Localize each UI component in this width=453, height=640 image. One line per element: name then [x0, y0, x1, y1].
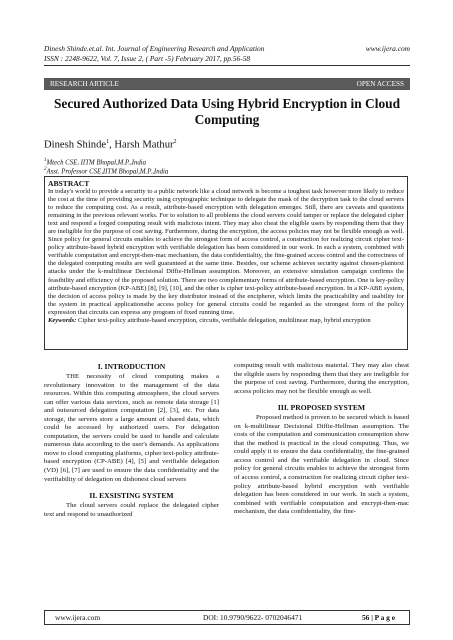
abstract-text: In today's world to provide a security to a public network like a cloud network is become a toughest task however more likely to reduce the cost at the time of providing security using cryptographic technique to delegate the mask of the decryption task to the cloud servers to reduce the computing cost. As a result, attribute-based encryption with delegation emerges. Still, there are caveats and questions remaining in the previous relevant works. For to solution to all problems the cloud servers could tamper or replace the delegated cipher text and respond a forged computing result with malicious intent. They may also cheat the eligible users by responding them that they are ineligible for the purpose of cost saving. Furthermore, during the encryption, the access policies may not be flexible enough as well. Since policy for general circuits enables to achieve the strongest form of access control, a construction for realizing circuit cipher text-policy attribute-based hybrid encryption with verifiable delegation has been considered in our work. In such a system, combined with verifiable computation and encrypt-then-mac mechanism, the data confidentiality, the fine-grained access control and the correctness of the delegated computing results are well guaranteed at the same time. Besides, our scheme achieves security against chosen-plaintext attacks under the k-multilinear Decisional Diffie-Hellman assumption. Moreover, an extensive simulation campaign confirms the feasibility and efficiency of the proposed solution. There are two complementary forms of attribute-based encryption. One is key-policy attribute-based encryption (KP-ABE) [8], [9], [10], and the other is cipher text-policy attribute-based encryption. In a KP-ABE system, the decision of access policy is made by the key distributor instead of the encipherer, which limits the practicability and usability for the system in practical applicationsthe access policy for general circuits could be regarded as the strongest form of the policy expression that circuits can express any program of fixed running time. [48, 188, 404, 316]
affiliation [44, 165, 168, 176]
article-type-band [44, 78, 410, 90]
keywords-label: Keywords: [48, 316, 77, 324]
introduction-text: THE necessity of cloud computing makes a revolutionary innovation to the management of the data resources. Within this computing atmosphere, the cloud servers can offer various data services, such as remote data storage [1] and outsourced delegation computation [2], [3], etc. For data storage, the servers store a large amount of shared data, which could be accessed by authorized users. For delegation computation, the servers could be used to handle and calculate numerous data according to the user's demands. As applications move to cloud computing platforms, cipher text-policy attribute-based encryption (CP-ABE) [4], [5] and verifiable delegation (VD) [6], [7] are used to ensure the data confidentiality and the verifiability of delegation on dishonest cloud servers [44, 373, 219, 483]
section-heading-introduction: I. INTRODUCTION [97, 362, 166, 371]
page-number: 56 | P a g e [361, 613, 395, 622]
footer-website-link[interactable]: www.ijera.com [55, 613, 101, 622]
section-heading-proposed-system: III. PROPOSED SYSTEM [277, 403, 366, 413]
affiliation-text: Asst. Professor CSE,IITM Bhopal,M.P.,India [46, 168, 169, 176]
author-separator: , [109, 139, 115, 151]
journal-website-link[interactable]: www.ijera.com [365, 44, 410, 53]
research-article-label: RESEARCH ARTICLE [50, 80, 119, 88]
affiliation-mark: 2 [44, 167, 47, 172]
open-access-label: OPEN ACCESS [356, 80, 404, 88]
right-column [234, 362, 409, 517]
author-affil-mark: 2 [173, 139, 177, 145]
existing-system-continued-text: computing result with malicious material. They may also cheat the eligible users by responding them that they are ineligible for the purpose of cost saving. Furthermore, during the encryption, access policies may not be flexible enough as well. [234, 362, 409, 395]
affiliation-text: Mtech CSE, IITM Bhopal,M.P.,India [46, 159, 147, 167]
abstract-box [44, 176, 408, 350]
citation-line-2: ISSN : 2248-9622, Vol. 7, Issue 2, ( Part -5) February 2017, pp.56-58 [44, 54, 251, 63]
proposed-system-text: Proposed method is proven to be secured which is based on k-multilinear Decisional Diffie-Hellman assumption. The costs of the computation and communication consumption show that the method is practical in the cloud computing. Thus, we could apply it to ensure the data confidentiality, the fine-grained access control and the verifiable delegation in cloud. Since policy for general circuits enables to achieve the strongest form of access control, a construction for realizing circuit cipher text-policy attribute-based hybrid encryption with verifiable delegation has been considered in our work. In such a system, combined with verifiable computation and encrypt-then-mac mechanism, the data confidentiality, the fine- [234, 414, 409, 516]
author-line [44, 139, 177, 151]
abstract-heading: ABSTRACT [48, 179, 90, 188]
author-affil-mark: 1 [106, 139, 110, 145]
existing-system-text: The cloud servers could replace the delegated cipher text and respond to unauthorized [44, 502, 219, 518]
footer-doi: DOI: 10.9790/9622- 0702046471 [203, 613, 303, 622]
paper-title: Secured Authorized Data Using Hybrid Encryption in Cloud Computing [53, 96, 401, 127]
section-heading-existing-system: II. EXSISTING SYSTEM [89, 491, 174, 501]
running-header [44, 44, 410, 64]
left-column [44, 362, 219, 519]
header-rule [44, 65, 410, 66]
page-footer [44, 610, 410, 625]
keywords-text: Cipher text-policy attribute-based encryption, circuits, verifiable delegation, multilinear map, hybrid encryption [76, 316, 371, 324]
citation-line-1: Dinesh Shinde.et.al. Int. Journal of Engineering Research and Application [44, 44, 265, 53]
affiliation-mark: 1 [44, 158, 47, 163]
author-name: Harsh Mathur [114, 139, 174, 151]
author-name: Dinesh Shinde [44, 139, 107, 151]
keywords [48, 317, 404, 325]
